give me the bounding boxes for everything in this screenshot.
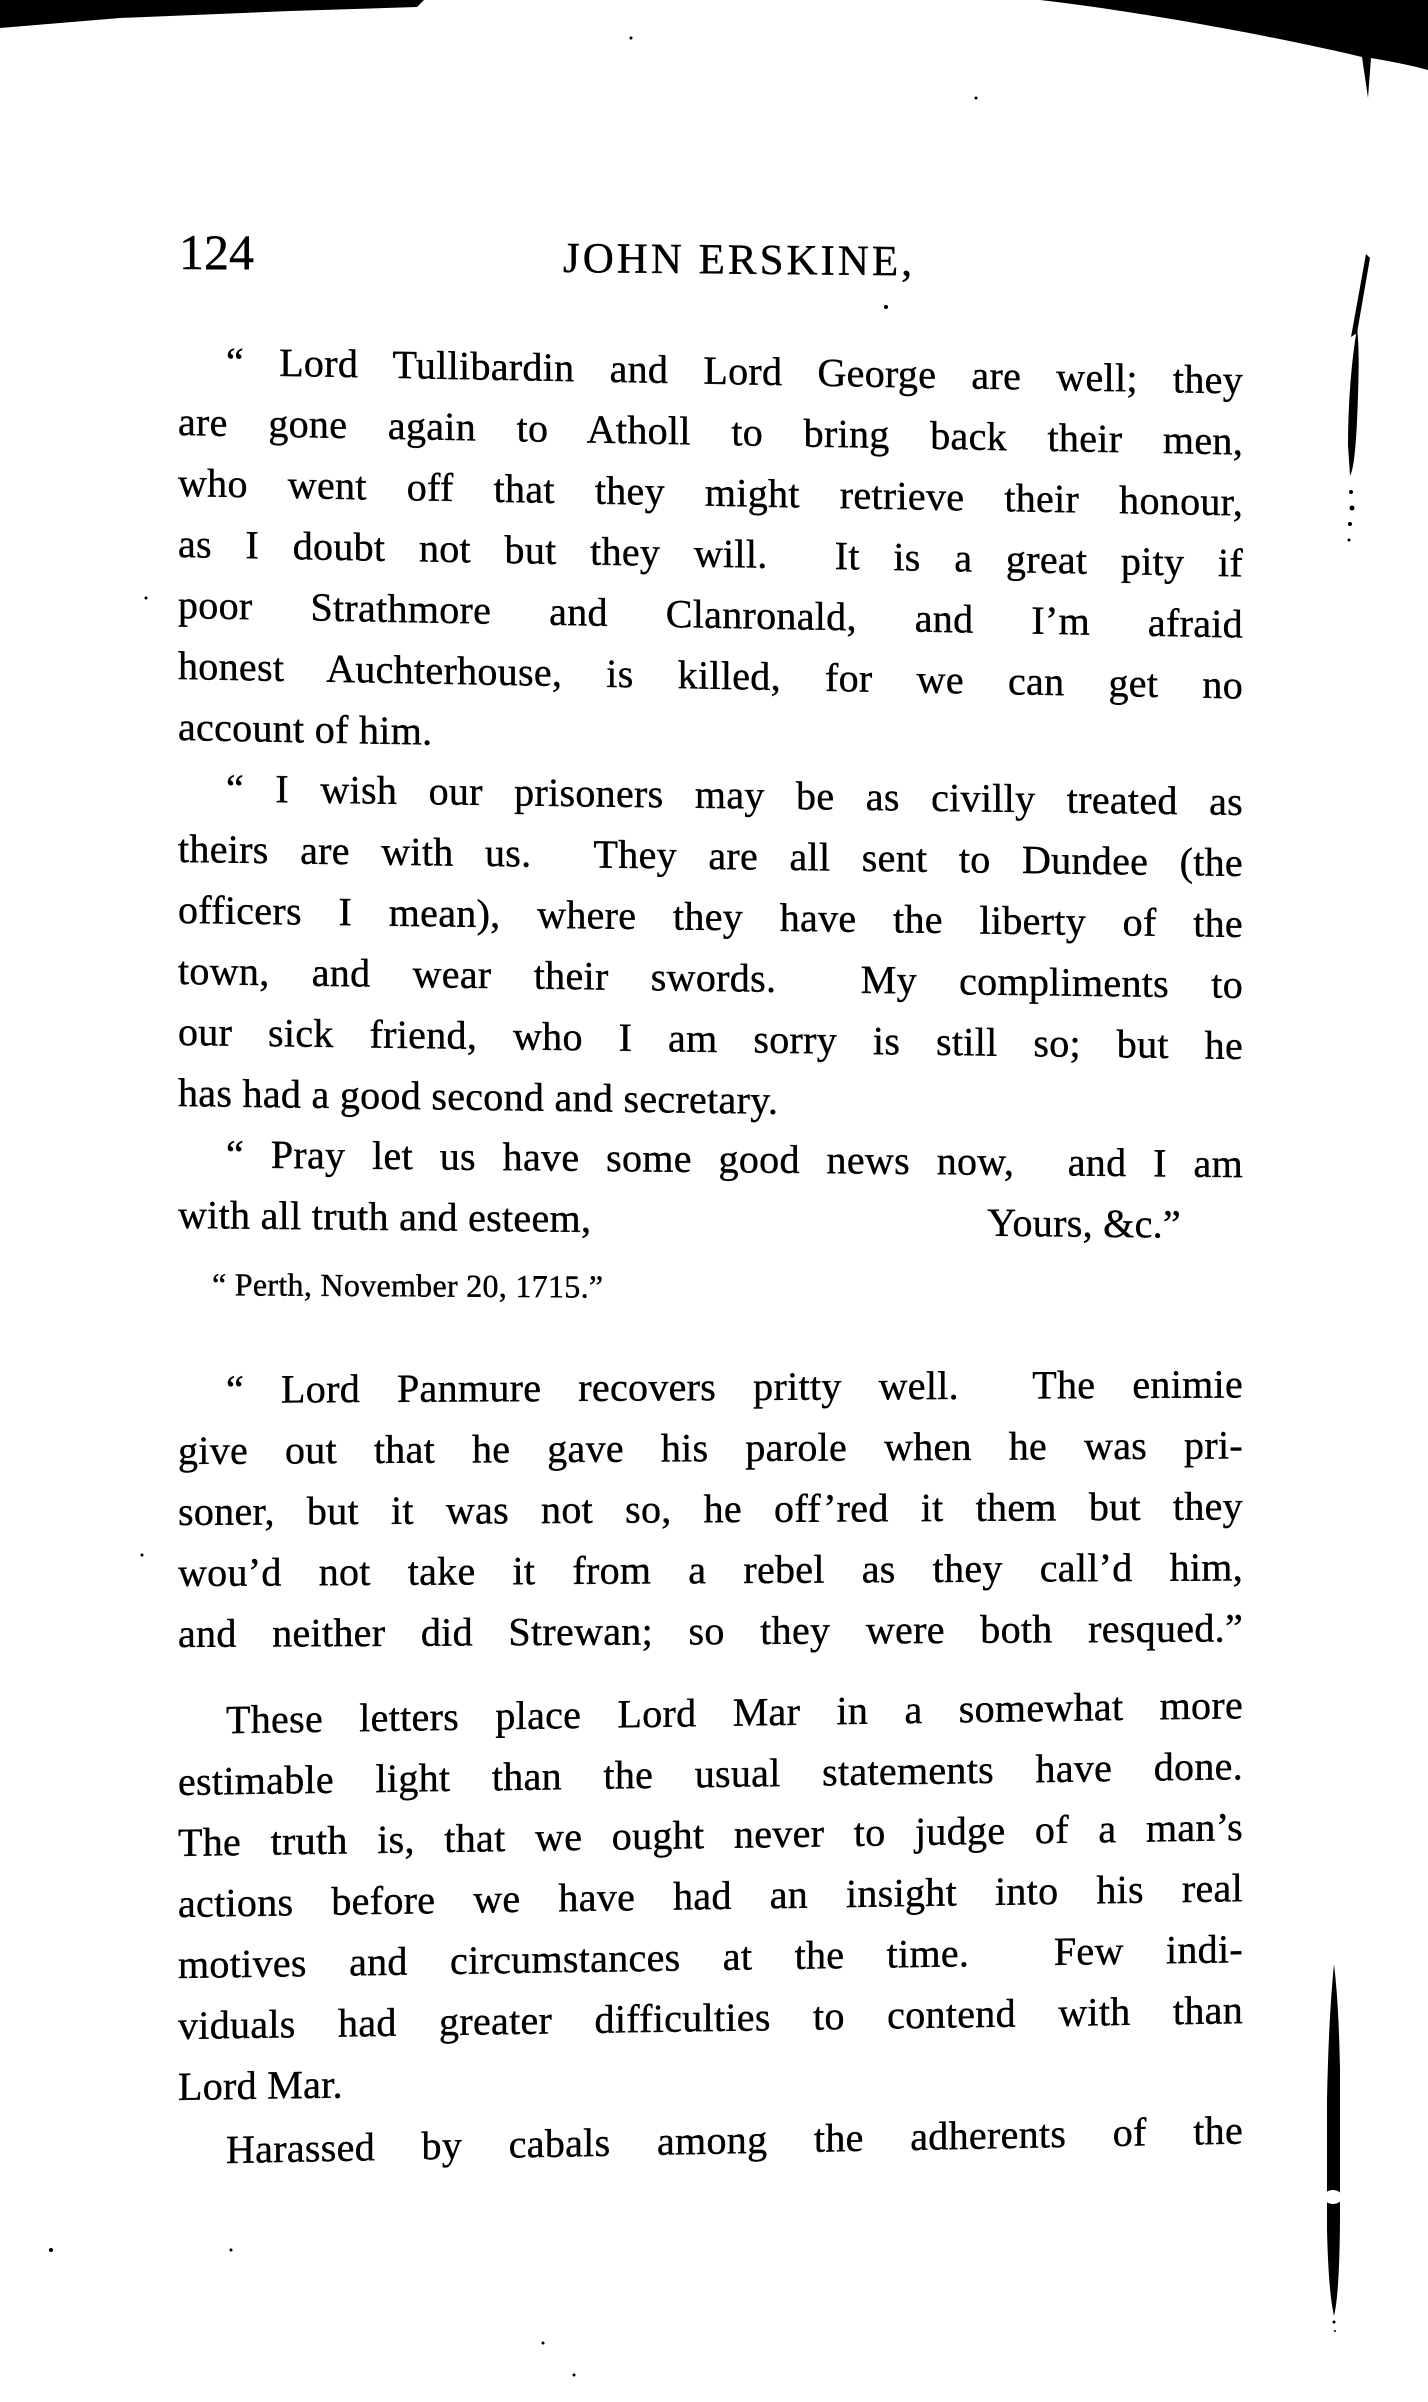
text-line: poor Strathmore and Clanronald, and I’m afraid	[178, 582, 1243, 647]
running-header: JOHN ERSKINE,	[563, 235, 915, 286]
text-line: actions before we have had an insight into his real	[178, 1865, 1243, 1926]
text-line: Harassed by cabals among the adherents of the	[226, 2107, 1243, 2173]
scan-speck	[1334, 2330, 1336, 2332]
scan-artifact-top-left-bar	[0, 0, 424, 28]
text-line: “ Lord Tullibardin and Lord George are well; they	[226, 338, 1243, 403]
scan-artifact-top-right-curl	[1040, 0, 1428, 98]
scan-speck	[49, 2248, 53, 2252]
scan-speck	[542, 2342, 545, 2345]
signoff-left: with all truth and esteem,	[178, 1192, 592, 1241]
scan-artifact-ink-streak-upper	[1351, 254, 1370, 337]
text-line: who went off that they might retrieve their honour,	[178, 460, 1243, 525]
text-line-signoff	[178, 1184, 1243, 1255]
paragraph-commentary-1	[178, 1674, 1243, 2117]
text-line: Lord Mar.	[178, 2061, 343, 2109]
paragraph-letter-1	[178, 330, 1243, 777]
text-line: motives and circumstances at the time. Few indi-	[178, 1926, 1243, 1987]
text-line: “ I wish our prisoners may be as civilly treated as	[226, 765, 1243, 824]
paragraph-letter-2	[178, 757, 1243, 1137]
page-number: 124	[179, 224, 254, 280]
signoff-right: Yours, &c.”	[987, 1199, 1181, 1247]
scan-artifact-streak-gap	[1324, 2190, 1342, 2204]
scan-speck	[884, 305, 888, 309]
text-line: “ Pray let us have some good news now, and I am	[226, 1131, 1243, 1187]
text-line: officers I mean), where they have the liberty of the	[178, 887, 1243, 946]
text-line: These letters place Lord Mar in a somewhat more	[226, 1682, 1243, 1743]
scan-speck	[1349, 490, 1353, 494]
scan-speck	[975, 97, 978, 100]
text-line: town, and wear their swords. My compliments to	[178, 948, 1243, 1007]
scan-speck	[141, 1554, 144, 1557]
scan-speck	[1350, 506, 1355, 511]
scan-artifact-ink-blob-upper	[1348, 328, 1359, 476]
text-line: honest Auchterhouse, is killed, for we can get no	[178, 643, 1243, 708]
text-line: as I doubt not but they will. It is a great pity if	[178, 521, 1243, 586]
scan-speck	[573, 2374, 576, 2377]
text-line: “ Lord Panmure recovers pritty well. The enimie	[226, 1361, 1243, 1412]
scan-speck	[1333, 2321, 1336, 2324]
scan-speck	[145, 597, 148, 600]
text-column	[178, 330, 1243, 2181]
text-line: estimable light than the usual statements have done.	[178, 1743, 1243, 1804]
text-line: are gone again to Atholl to bring back their men,	[178, 399, 1243, 464]
scan-artifact-ink-streak-lower	[1327, 1964, 1340, 2316]
scan-speck	[630, 37, 633, 40]
letter-dateline: “ Perth, November 20, 1715.”	[212, 1266, 604, 1305]
scan-speck	[1348, 522, 1352, 526]
text-line: and neither did Strewan; so they were both resqued.”	[178, 1605, 1243, 1656]
paragraph-letter-4	[178, 1353, 1243, 1664]
text-line: give out that he gave his parole when he was pri-	[178, 1422, 1243, 1473]
text-line: wou’d not take it from a rebel as they call’d him,	[178, 1544, 1243, 1595]
scan-speck	[230, 2249, 233, 2252]
text-line: theirs are with us. They are all sent to Dundee (the	[178, 826, 1243, 885]
text-line: our sick friend, who I am sorry is still so; but he	[178, 1009, 1243, 1068]
text-line: account of him.	[178, 704, 433, 754]
text-line: has had a good second and secretary.	[178, 1070, 779, 1123]
text-line: The truth is, that we ought never to judge of a man’s	[178, 1804, 1243, 1865]
scan-speck	[1348, 539, 1351, 542]
paragraph-letter-3	[178, 1123, 1243, 1255]
text-line: soner, but it was not so, he off’red it them but they	[178, 1483, 1243, 1534]
text-line: viduals had greater difficulties to contend with than	[178, 1987, 1243, 2048]
